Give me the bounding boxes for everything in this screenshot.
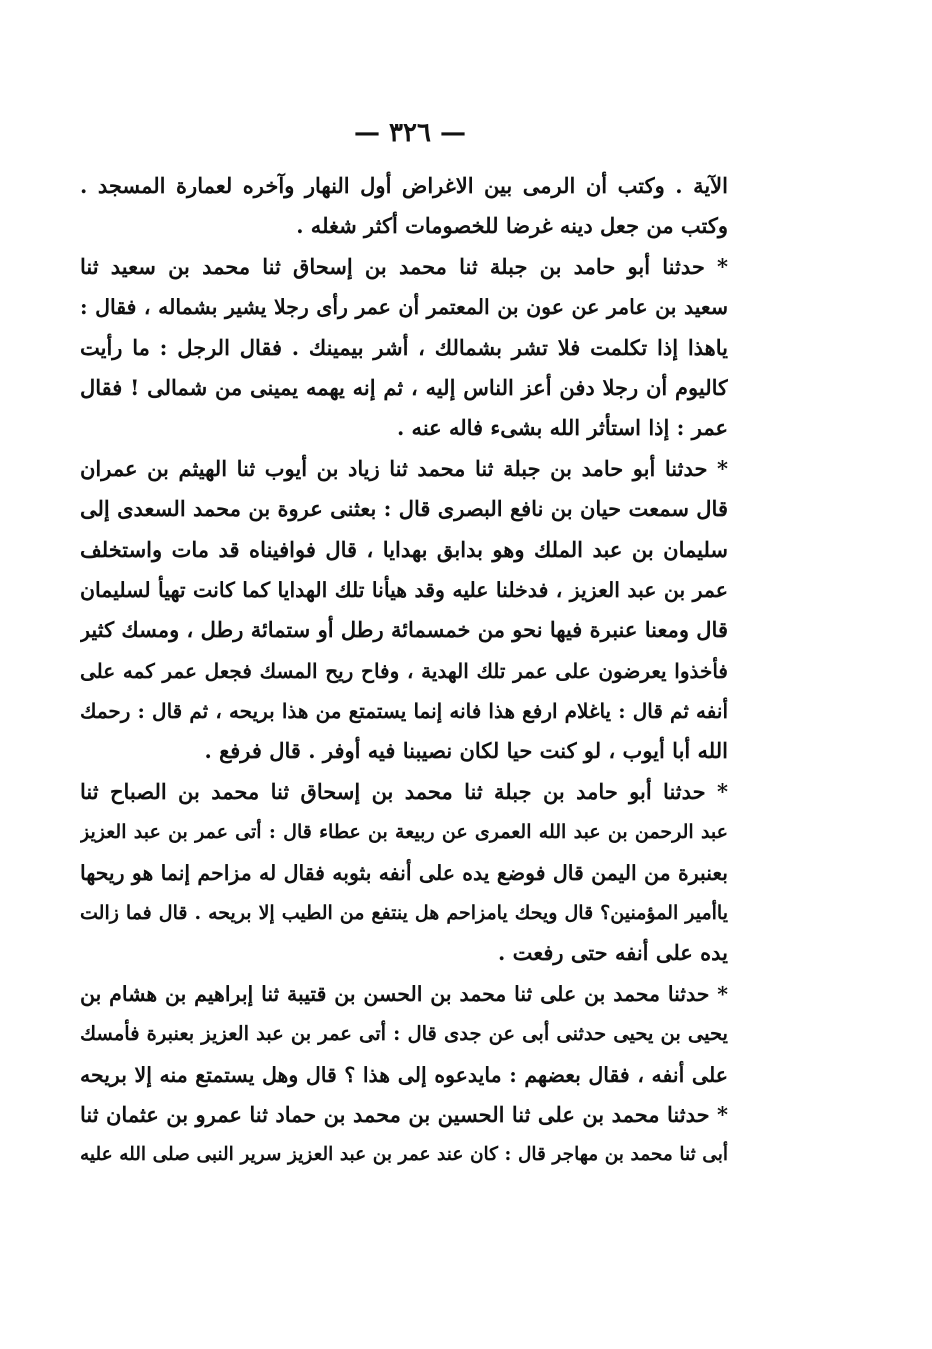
text-line: * حدثنا محمد بن على ثنا محمد بن الحسن بن قتيبة ثنا إبراهيم بن هشام بن (80, 981, 728, 1006)
text-line: * حدثنا أبو حامد بن جبلة ثنا محمد بن إسحاق ثنا محمد بن الصباح ثنا (80, 778, 728, 804)
text-line: * حدثنا محمد بن على ثنا الحسين بن محمد بن حماد ثنا عمرو بن عثمان ثنا (80, 1101, 728, 1127)
text-line: ياأمير المؤمنين؟ قال ويحك يامزاحم هل ينتفع من الطيب إلا بريحه . قال فما زالت (80, 902, 728, 925)
text-line: فأخذوا يعرضون على عمر تلك الهدية ، وفاح ريح المسك فجعل عمر كمه على (80, 658, 728, 683)
body-text (80, 166, 728, 1176)
text-line: * حدثنا أبو حامد بن جبلة ثنا محمد ثنا زياد بن أيوب ثنا الهيثم بن عمران (80, 455, 728, 481)
text-line: عبد الرحمن بن عبد الله العمرى عن ربيعة بن عطاء قال : أتى عمر بن عبد العزيز (80, 821, 728, 844)
text-line: يده على أنفه حتى رفعت . (497, 940, 728, 966)
text-line: * حدثنا أبو حامد بن جبلة ثنا محمد بن إسحاق ثنا محمد بن سعيد ثنا (80, 253, 728, 279)
text-line: ياهذا إذا تكلمت فلا تشر بشمالك ، أشر بيمينك . فقال الرجل : ما رأيت (80, 334, 728, 360)
text-line: بعنبرة من اليمن قال فوضع يده على أنفه بثوبه فقال له مزاحم إنما هو ريحها (80, 860, 728, 885)
text-line: على أنفه ، فقال بعضهم : مايدعوه إلى هذا ؟ قال وهل يستمتع منه إلا بريحه (80, 1062, 728, 1087)
text-line: سليمان بن عبد الملك وهو بدابق بهدايا ، قال فوافيناه قد مات واستخلف (80, 536, 728, 562)
text-line: أنفه ثم قال : ياغلام ارفع هذا فانه إنما يستمتع من هذا بريحه ، ثم قال : رحمك (80, 699, 728, 724)
text-line: قال ومعنا عنبرة فيها نحو من خمسمائة رطل أو ستمائة رطل ، ومسك كثير (80, 617, 728, 643)
text-line: الآية . وكتب أن الرمى بين الاغراض أول النهار وآخره لعمارة المسجد . (80, 173, 728, 198)
text-line: قال سمعت حيان بن نافع البصرى قال : بعثنى عروة بن محمد السعدى إلى (80, 496, 728, 522)
text-line: أبى ثنا محمد بن مهاجر قال : كان عند عمر بن عبد العزيز سرير النبى صلى الله عليه (80, 1144, 728, 1166)
text-line: يحيى بن يحيى حدثنى أبى عن جدى قال : أتى عمر بن عبد العزيز بعنبرة فأمسك (80, 1022, 728, 1046)
text-line: سعيد بن عامر عن عون بن المعتمر أن عمر رأى رجلا يشير بشماله ، فقال : (80, 295, 728, 320)
text-line: عمر بن عبد العزيز ، فدخلنا عليه وقد هيأنا تلك الهدايا كما كانت تهيأ لسليمان (80, 577, 728, 602)
text-line: وكتب من جعل دينه غرضا للخصومات أكثر شغله . (296, 213, 728, 239)
text-line: كاليوم أن رجلا دفن أعز الناس إليه ، ثم إنه يهمه يمينى من شمالى ! فقال (80, 374, 728, 400)
page-number: — ٣٢٦ — (353, 118, 467, 148)
text-line: عمر : إذا استأثر الله بشىء فاله عنه . (396, 415, 728, 441)
text-line: الله أبا أيوب ، لو كنت حيا لكان نصيبنا فيه أوفر . قال فرفع . (204, 738, 728, 764)
